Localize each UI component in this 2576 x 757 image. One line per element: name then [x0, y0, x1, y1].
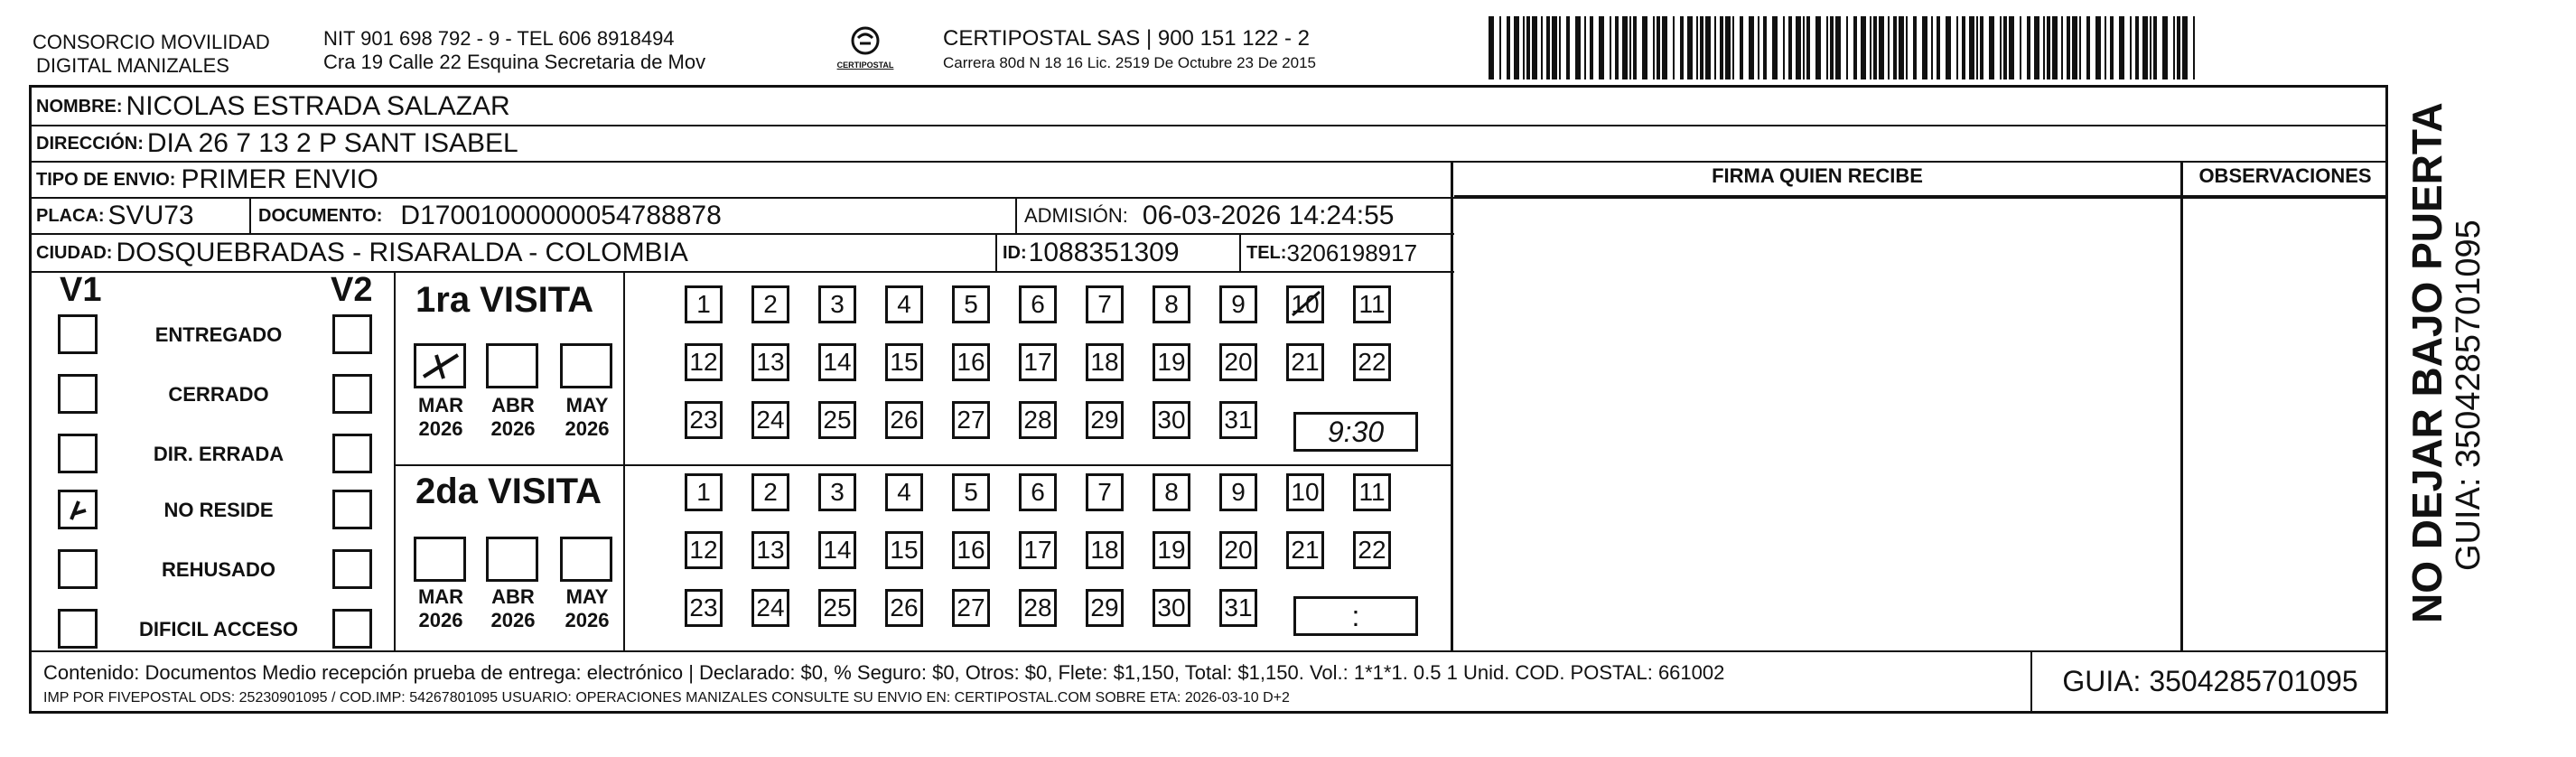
barcode-bar	[1879, 16, 1884, 79]
status-label: NO RESIDE	[163, 499, 274, 521]
barcode-bar	[1720, 16, 1723, 79]
barcode-bar	[1893, 16, 1897, 79]
v1-checkbox-0[interactable]	[58, 314, 98, 354]
barcode-bar	[1899, 16, 1904, 79]
admision-value: 06-03-2026 14:24:55	[1142, 201, 1395, 230]
barcode-bar	[1913, 16, 1917, 79]
admision-cell	[1019, 199, 1456, 233]
second-visit-month-box[interactable]	[560, 537, 612, 582]
documento-value: D17001000000054788878	[400, 201, 722, 230]
barcode-bar	[1599, 16, 1604, 79]
first-visit-day-box[interactable]: 18	[1086, 343, 1124, 381]
imp-text: IMP POR FIVEPOSTAL ODS: 25230901095 / COD.IMP: 54267801095 USUARIO: OPERACIONES MANIZALES CONSULTE SU ENVIO EN: CERTIPOSTAL.COM SOBRE ETA: 2026-03-10 D+2	[43, 690, 1290, 706]
barcode-bar	[1696, 16, 1698, 79]
second-visit-day-box[interactable]: 25	[818, 589, 856, 627]
tel-value: 3206198917	[1286, 238, 1418, 266]
barcode-bar	[2173, 16, 2175, 79]
signature-area[interactable]	[1454, 199, 2180, 649]
barcode-bar	[2086, 16, 2090, 79]
barcode-bar	[2079, 16, 2081, 79]
id-value: 1088351309	[1028, 238, 1180, 267]
barcode-bar	[1796, 16, 1801, 79]
carrier-info	[943, 25, 1449, 74]
barcode-bar	[2047, 16, 2050, 79]
barcode-bar	[2142, 16, 2148, 79]
first-visit-day-box[interactable]: 17	[1019, 343, 1057, 381]
barcode-bar	[1888, 16, 1890, 79]
tel-cell	[1241, 235, 1460, 271]
first-visit-day-box[interactable]: 16	[952, 343, 990, 381]
v1-checkbox-3[interactable]	[58, 490, 98, 529]
first-visit-day-box[interactable]: 13	[751, 343, 789, 381]
first-visit-day-box[interactable]: 26	[885, 401, 923, 439]
barcode-bar	[1662, 16, 1667, 79]
barcode-bar	[1870, 16, 1871, 79]
barcode-bar	[1772, 16, 1778, 79]
barcode-bar	[1615, 16, 1619, 79]
tipo-value: PRIMER ENVIO	[181, 164, 378, 194]
status-label: DIR. ERRADA	[153, 443, 285, 465]
first-visit-time[interactable]: 9:30	[1293, 412, 1418, 452]
first-visit-day-box[interactable]: 31	[1219, 401, 1257, 439]
firma-header: FIRMA QUIEN RECIBE	[1712, 164, 1923, 187]
barcode-bar	[2135, 16, 2139, 79]
barcode-bar	[1673, 16, 1675, 79]
direccion-row	[31, 126, 2576, 161]
second-visit-month-label: ABR 2026	[490, 585, 536, 631]
id-cell	[997, 235, 1245, 271]
barcode-bar	[1559, 16, 1561, 79]
barcode-bar	[2182, 16, 2188, 79]
barcode-bar	[1629, 16, 1631, 79]
barcode-bar	[1815, 16, 1821, 79]
barcode-bar	[1922, 16, 1927, 79]
second-visit-month-label: MAR 2026	[417, 585, 464, 631]
barcode-bar	[2003, 16, 2007, 79]
second-visit-day-box[interactable]: 11	[1353, 473, 1391, 511]
address-line: Cra 19 Calle 22 Esquina Secretaria de Mov	[323, 51, 706, 73]
check-mark-icon	[1289, 288, 1323, 322]
barcode-bar	[2020, 16, 2021, 79]
first-visit-day-box[interactable]: 11	[1353, 285, 1391, 323]
barcode-bar	[2162, 16, 2168, 79]
second-visit-day-box[interactable]: 16	[952, 531, 990, 569]
first-visit-month-box[interactable]	[560, 343, 612, 388]
barcode-bar	[2095, 16, 2101, 79]
first-visit-day-box[interactable]: 28	[1019, 401, 1057, 439]
placa-cell	[31, 199, 253, 233]
second-visit-day-box[interactable]: 26	[885, 589, 923, 627]
tel-label: TEL:	[1246, 242, 1287, 263]
v2-checkbox-3[interactable]	[332, 490, 372, 529]
first-visit-day-box[interactable]: 5	[952, 285, 990, 323]
second-visit-title: 2da VISITA	[415, 472, 602, 511]
nit-line: NIT 901 698 792 - 9 - TEL 606 8918494	[323, 27, 675, 50]
barcode-bar	[1633, 16, 1637, 79]
second-visit-day-box[interactable]: 21	[1286, 531, 1324, 569]
admision-label: ADMISIÓN:	[1024, 204, 1128, 227]
barcode-bar	[1806, 16, 1810, 79]
documento-label: DOCUMENTO:	[258, 205, 383, 226]
carrier-line: CERTIPOSTAL SAS | 900 151 122 - 2	[943, 26, 1310, 51]
barcode-bar	[1853, 16, 1857, 79]
second-visit-day-box[interactable]: 20	[1219, 531, 1257, 569]
side-warning: NO DEJAR BAJO PUERTA	[2403, 102, 2450, 623]
tipo-envio-row	[31, 163, 1454, 197]
v2-label: V2	[331, 271, 373, 309]
first-visit-title: 1ra VISITA	[415, 280, 594, 320]
first-visit-day-box[interactable]: 8	[1153, 285, 1190, 323]
first-visit-day-box[interactable]: 7	[1086, 285, 1124, 323]
second-visit-month-box[interactable]	[486, 537, 538, 582]
v1-checkbox-5[interactable]	[58, 609, 98, 649]
first-visit-month-label: MAR 2026	[417, 394, 464, 440]
barcode-bar	[1956, 16, 1958, 79]
second-visit-day-box[interactable]: 14	[818, 531, 856, 569]
barcode-bar	[1532, 16, 1537, 79]
barcode-bar	[1680, 16, 1684, 79]
barcode-bar	[1610, 16, 1611, 79]
first-visit-day-box[interactable]: 21	[1286, 343, 1324, 381]
barcode-bar	[1931, 16, 1933, 79]
barcode-bar	[2061, 16, 2063, 79]
barcode-bar	[1783, 16, 1785, 79]
barcode-bar	[1653, 16, 1655, 79]
first-visit-month-label: MAY 2026	[565, 394, 610, 440]
barcode-bar	[1575, 16, 1581, 79]
second-visit-day-box[interactable]: 10	[1286, 473, 1324, 511]
barcode-bar	[1725, 16, 1731, 79]
barcode-bar	[1566, 16, 1570, 79]
second-visit-day-box[interactable]: 13	[751, 531, 789, 569]
nombre-value: NICOLAS ESTRADA SALAZAR	[126, 91, 510, 121]
second-visit-day-box[interactable]: 28	[1019, 589, 1057, 627]
barcode-bar	[1969, 16, 1974, 79]
contenido-text: Contenido: Documentos Medio recepción prueba de entrega: electrónico | Declarado: $0, % Seguro: $0, Otros: $0, Flete: $1,150, Total: $1,150. Vol.: 1*1*1. 0.5 1 Unid. COD. POSTAL: 661002	[43, 661, 1725, 684]
second-visit-day-box[interactable]: 30	[1153, 589, 1190, 627]
certipostal-logo	[829, 25, 901, 76]
observaciones-area[interactable]	[2184, 199, 2386, 649]
status-label: REHUSADO	[162, 558, 275, 581]
barcode-bar	[2193, 16, 2195, 79]
side-guia: GUIA: 3504285701095	[2450, 220, 2487, 571]
v1-label: V1	[60, 271, 102, 309]
barcode-bar	[2072, 16, 2077, 79]
status-label: ENTREGADO	[154, 323, 283, 346]
company-name	[33, 31, 322, 78]
barcode-bar	[1946, 16, 1951, 79]
barcode-bar	[2000, 16, 2002, 79]
second-visit-day-box[interactable]: 1	[685, 473, 723, 511]
barcode-bar	[1714, 16, 1716, 79]
barcode-bar	[2105, 16, 2106, 79]
first-visit-day-box[interactable]: 23	[685, 401, 723, 439]
barcode-bar	[1989, 16, 1994, 79]
company-contact	[323, 27, 811, 74]
barcode-bar	[2150, 16, 2151, 79]
barcode-bar	[1758, 16, 1759, 79]
barcode-bar	[1514, 16, 1519, 79]
first-visit-day-box[interactable]: 6	[1019, 285, 1057, 323]
barcode-bar	[1622, 16, 1628, 79]
barcode-bar	[2027, 16, 2030, 79]
barcode-bar	[1642, 16, 1647, 79]
second-visit-day-box[interactable]: 19	[1153, 531, 1190, 569]
first-visit-day-box[interactable]: 27	[952, 401, 990, 439]
barcode-bar	[1830, 16, 1834, 79]
first-visit-month-box[interactable]	[414, 343, 466, 388]
barcode-bar	[1740, 16, 1743, 79]
first-visit-day-box[interactable]: 15	[885, 343, 923, 381]
barcode	[1487, 16, 2209, 79]
placa-label: PLACA:	[36, 205, 105, 226]
barcode-bar	[1937, 16, 1940, 79]
barcode-bar	[1526, 16, 1530, 79]
second-visit-month-label: MAY 2026	[565, 585, 610, 631]
first-visit-day-box[interactable]: 1	[685, 285, 723, 323]
v1-checkbox-2[interactable]	[58, 434, 98, 473]
barcode-bar	[2043, 16, 2045, 79]
tipo-label: TIPO DE ENVIO:	[36, 169, 176, 190]
barcode-bar	[1976, 16, 1978, 79]
first-visit-day-box[interactable]: 2	[751, 285, 789, 323]
barcode-bar	[2009, 16, 2014, 79]
second-visit-day-box[interactable]: 17	[1019, 531, 1057, 569]
direccion-label: DIRECCIÓN:	[36, 133, 144, 154]
ciudad-label: CIUDAD:	[36, 242, 113, 263]
second-visit-day-box[interactable]: 29	[1086, 589, 1124, 627]
barcode-bar	[1732, 16, 1734, 79]
footer-guia: GUIA: 3504285701095	[2062, 665, 2358, 697]
first-visit-month-box[interactable]	[486, 343, 538, 388]
barcode-bar	[1980, 16, 1983, 79]
barcode-bar	[1584, 16, 1586, 79]
v2-checkbox-5[interactable]	[332, 609, 372, 649]
v2-checkbox-0[interactable]	[332, 314, 372, 354]
certipostal-logo-icon	[847, 25, 883, 56]
second-visit-day-box[interactable]: 2	[751, 473, 789, 511]
ciudad-value: DOSQUEBRADAS - RISARALDA - COLOMBIA	[116, 238, 688, 267]
barcode-bar	[2130, 16, 2132, 79]
first-visit-day-box[interactable]: 12	[685, 343, 723, 381]
direccion-value: DIA 26 7 13 2 P SANT ISABEL	[146, 128, 518, 158]
barcode-bar	[1763, 16, 1767, 79]
second-visit-day-box[interactable]: 5	[952, 473, 990, 511]
barcode-bar	[2177, 16, 2180, 79]
ciudad-cell	[31, 235, 994, 271]
nombre-label: NOMBRE:	[36, 96, 123, 117]
barcode-bar	[1507, 16, 1510, 79]
second-visit-time[interactable]: :	[1293, 596, 1418, 636]
placa-value: SVU73	[107, 201, 194, 230]
nombre-row	[31, 89, 2576, 125]
second-visit-day-box[interactable]: 31	[1219, 589, 1257, 627]
first-visit-month-label: ABR 2026	[490, 394, 536, 440]
first-visit-day-box[interactable]: 9	[1219, 285, 1257, 323]
barcode-bar	[1590, 16, 1593, 79]
company-line2: DIGITAL MANIZALES	[36, 54, 229, 77]
barcode-bar	[2119, 16, 2124, 79]
barcode-bar	[1962, 16, 1965, 79]
id-label: ID:	[1003, 242, 1027, 263]
barcode-bar	[2067, 16, 2070, 79]
barcode-bar	[1499, 16, 1501, 79]
barcode-bar	[2153, 16, 2157, 79]
first-visit-day-box[interactable]: 14	[818, 343, 856, 381]
carrier-address: Carrera 80d N 18 16 Lic. 2519 De Octubre 23 De 2015	[943, 54, 1316, 71]
first-visit-day-box[interactable]: 25	[818, 401, 856, 439]
second-visit-day-box[interactable]: 27	[952, 589, 990, 627]
logo-text: CERTIPOSTAL	[836, 61, 894, 70]
first-visit-day-box[interactable]: 4	[885, 285, 923, 323]
check-mark-icon	[61, 492, 95, 527]
first-visit-day-box[interactable]: 3	[818, 285, 856, 323]
barcode-bar	[1788, 16, 1792, 79]
check-mark-icon	[416, 346, 463, 386]
barcode-bar	[2034, 16, 2039, 79]
barcode-bar	[1846, 16, 1848, 79]
v1-checkbox-1[interactable]	[58, 374, 98, 414]
barcode-bar	[1700, 16, 1703, 79]
barcode-bar	[1687, 16, 1693, 79]
second-visit-day-box[interactable]: 22	[1353, 531, 1391, 569]
barcode-bar	[1873, 16, 1877, 79]
documento-cell	[253, 199, 1017, 233]
observaciones-header: OBSERVACIONES	[2198, 164, 2372, 187]
second-visit-day-box[interactable]: 7	[1086, 473, 1124, 511]
second-visit-day-box[interactable]: 6	[1019, 473, 1057, 511]
barcode-bar	[1826, 16, 1828, 79]
barcode-bar	[2110, 16, 2114, 79]
barcode-bar	[1657, 16, 1660, 79]
barcode-bar	[1489, 16, 1494, 79]
barcode-bar	[1803, 16, 1805, 79]
second-visit-day-box[interactable]: 23	[685, 589, 723, 627]
second-visit-day-box[interactable]: 4	[885, 473, 923, 511]
v2-checkbox-1[interactable]	[332, 374, 372, 414]
second-visit-day-box[interactable]: 24	[751, 589, 789, 627]
first-visit-day-box[interactable]: 22	[1353, 343, 1391, 381]
v2-checkbox-4[interactable]	[332, 549, 372, 589]
first-visit-day-box[interactable]: 20	[1219, 343, 1257, 381]
second-visit-month-box[interactable]	[414, 537, 466, 582]
second-visit-day-box[interactable]: 12	[685, 531, 723, 569]
status-label: CERRADO	[168, 383, 269, 406]
v2-checkbox-2[interactable]	[332, 434, 372, 473]
company-line1: CONSORCIO MOVILIDAD	[33, 31, 270, 53]
second-visit-day-box[interactable]: 9	[1219, 473, 1257, 511]
barcode-bar	[1749, 16, 1754, 79]
first-visit-day-box[interactable]: 10	[1286, 285, 1324, 323]
barcode-bar	[1552, 16, 1557, 79]
status-label: DIFICIL ACCESO	[138, 618, 298, 640]
second-visit-day-box[interactable]: 15	[885, 531, 923, 569]
first-visit-day-box[interactable]: 30	[1153, 401, 1190, 439]
second-visit-day-box[interactable]: 18	[1086, 531, 1124, 569]
first-visit-day-box[interactable]: 29	[1086, 401, 1124, 439]
first-visit-day-box[interactable]: 19	[1153, 343, 1190, 381]
barcode-bar	[1705, 16, 1711, 79]
barcode-bar	[1523, 16, 1525, 79]
barcode-bar	[2052, 16, 2058, 79]
barcode-bar	[1546, 16, 1550, 79]
barcode-bar	[1541, 16, 1543, 79]
v1-checkbox-4[interactable]	[58, 549, 98, 589]
first-visit-day-box[interactable]: 24	[751, 401, 789, 439]
second-visit-day-box[interactable]: 3	[818, 473, 856, 511]
barcode-bar	[1861, 16, 1866, 79]
barcode-bar	[1906, 16, 1908, 79]
second-visit-day-box[interactable]: 8	[1153, 473, 1190, 511]
barcode-bar	[1835, 16, 1841, 79]
